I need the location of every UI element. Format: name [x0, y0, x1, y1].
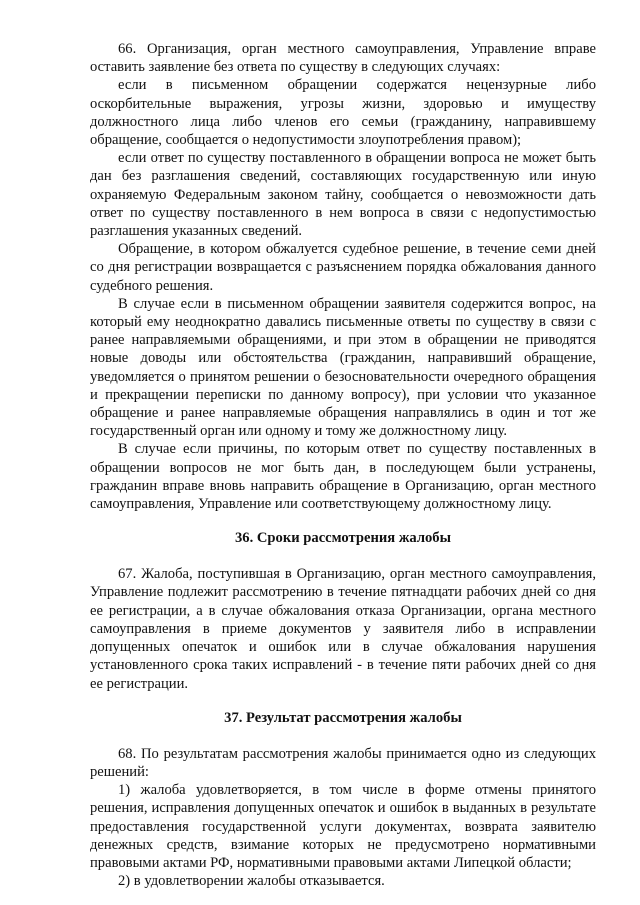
paragraph-68-item-1: 1) жалоба удовлетворяется, в том числе в форме отмены принятого решения, исправления допущенных опечаток и ошибок в выданных в результате предоставления государственной услуги документах, возврата заявителю денежных средств, взимание которых не предусмотрено нормативными правовыми актами РФ, нормативными правовыми актами Липецкой области;: [90, 782, 596, 871]
paragraph-66-intro: 66. Организация, орган местного самоуправления, Управление вправе оставить заявление без ответа по существу в следующих случаях:: [90, 41, 596, 76]
paragraph-67: 67. Жалоба, поступившая в Организацию, орган местного самоуправления, Управление подлежит рассмотрению в течение пятнадцати рабочих дней со дня ее регистрации, а в случае обжалования отказа Организации, органа местного самоуправления в приеме документов у заявителя либо в исправлении допущенных опечаток и ошибок или в случае обжалования нарушения установленного срока таких исправлений - в течение пяти рабочих дней со дня ее регистрации.: [90, 566, 596, 692]
paragraph-66-case-1: если в письменном обращении содержатся нецензурные либо оскорбительные выражения, угрозы жизни, здоровью и имуществу должностного лица либо членов его семьи (гражданину, направившему обращение, сообщается о недопустимости злоупотребления правом);: [90, 77, 596, 149]
paragraph-68-item-2: 2) в удовлетворении жалобы отказывается.: [118, 873, 385, 890]
paragraph-66-repeat: В случае если в письменном обращении заявителя содержится вопрос, на который ему неоднократно давались письменные ответы по существу в связи с ранее направляемыми обращениями, и при этом в обращении не приводятся новые доводы или обстоятельства (гражданин, направивший обращение, уведомляется о принятом решении о безосновательности очередного обращения и прекращении переписки по данному вопросу), при условии что указанное обращение и ранее направляемые обращения направлялись в один и тот же государственный орган или одному и тому же должностному лицу.: [90, 295, 596, 440]
paragraph-68-intro: 68. По результатам рассмотрения жалобы принимается одно из следующих решений:: [90, 745, 596, 780]
paragraph-66-court: Обращение, в котором обжалуется судебное решение, в течение семи дней со дня регистрации возвращается с разъяснением порядка обжалования данного судебного решения.: [90, 241, 596, 294]
paragraph-66-case-2: если ответ по существу поставленного в обращении вопроса не может быть дан без разглашения сведений, составляющих государственную или иную охраняемую Федеральным законом тайну, сообщается о невозможности дать ответ по существу поставленного в нем вопроса в связи с недопустимостью разглашения указанных сведений.: [90, 150, 596, 240]
paragraph-66-reasons: В случае если причины, по которым ответ по существу поставленных в обращении вопросов не мог быть дан, в последующем были устранены, гражданин вправе вновь направить обращение в Организацию, орган местного самоуправления, Управление или соответствующему должностному лицу.: [90, 441, 596, 513]
section-heading-36: 36. Сроки рассмотрения жалобы: [234, 530, 451, 547]
section-heading-37: 37. Результат рассмотрения жалобы: [224, 709, 462, 726]
